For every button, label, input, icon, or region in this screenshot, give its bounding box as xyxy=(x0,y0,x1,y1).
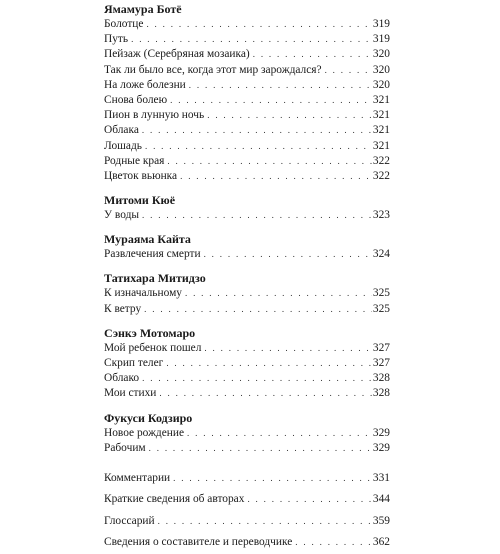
dot-leader xyxy=(170,93,372,108)
toc-entry[interactable] xyxy=(104,208,390,223)
dot-leader xyxy=(325,63,372,78)
toc-section xyxy=(104,411,390,456)
toc-entry[interactable] xyxy=(104,441,390,456)
toc-entry[interactable] xyxy=(104,489,390,511)
toc-entry[interactable] xyxy=(104,78,390,93)
page-number: 320 xyxy=(372,63,390,76)
entry-title: Глоссарий xyxy=(104,514,155,527)
page-number: 322 xyxy=(372,169,390,182)
entry-title: К ветру xyxy=(104,302,142,315)
dot-leader xyxy=(207,108,372,123)
toc-entry[interactable] xyxy=(104,93,390,108)
entry-title: К изначальному xyxy=(104,287,182,300)
dot-leader xyxy=(149,441,372,456)
page-number: 324 xyxy=(372,248,390,261)
dot-leader xyxy=(159,386,372,401)
page-number: 359 xyxy=(372,514,390,527)
entry-title: Облако xyxy=(104,372,140,385)
entry-title: Родные края xyxy=(104,154,165,167)
author-heading: Фукуси Кодзиро xyxy=(104,410,193,425)
toc-entry[interactable] xyxy=(104,139,390,154)
dot-leader xyxy=(247,489,371,511)
toc-section xyxy=(104,232,390,262)
toc-entry[interactable] xyxy=(104,63,390,78)
entry-title: Болотце xyxy=(104,18,144,30)
entry-title: Облака xyxy=(104,124,139,137)
toc-entry[interactable] xyxy=(104,286,390,301)
page-number: 321 xyxy=(372,139,390,152)
dot-leader xyxy=(295,532,372,554)
dot-leader xyxy=(158,511,372,533)
dot-leader xyxy=(142,371,372,386)
page-number: 331 xyxy=(372,471,390,484)
entry-title: Развлечения смерти xyxy=(104,248,201,261)
toc-entry[interactable] xyxy=(104,108,390,123)
toc-entry[interactable] xyxy=(104,371,390,386)
page-number: 322 xyxy=(372,154,390,167)
page-number: 319 xyxy=(372,18,390,30)
entry-title: Скрип телег xyxy=(104,357,164,369)
page-number: 320 xyxy=(372,48,390,61)
toc-entry[interactable] xyxy=(104,32,390,47)
entry-title: Мои стихи xyxy=(104,387,157,400)
toc-entry[interactable] xyxy=(104,123,390,138)
toc-entry[interactable] xyxy=(104,169,390,184)
page-number: 321 xyxy=(372,109,390,122)
dot-leader xyxy=(253,47,372,62)
page-number: 328 xyxy=(372,387,390,400)
toc-entry[interactable] xyxy=(104,247,390,262)
page-number: 320 xyxy=(372,78,390,91)
author-heading: Митоми Кюё xyxy=(104,193,176,208)
dot-leader xyxy=(167,154,372,169)
dot-leader xyxy=(144,302,372,317)
author-heading: Ямамура Ботё xyxy=(104,2,182,16)
author-heading: Мураяма Кайта xyxy=(104,232,191,247)
page-number: 325 xyxy=(372,302,390,315)
entry-title: Цветок вьюнка xyxy=(104,169,178,182)
dot-leader xyxy=(204,247,372,262)
page-number: 323 xyxy=(372,209,390,222)
entry-title: Снова болею xyxy=(104,93,168,106)
dot-leader xyxy=(145,139,372,154)
dot-leader xyxy=(142,208,372,223)
toc-entry[interactable] xyxy=(104,356,390,371)
toc-entry[interactable] xyxy=(104,468,390,490)
entry-title: Так ли было все, когда этот мир зарождался? xyxy=(104,63,322,76)
dot-leader xyxy=(131,32,372,47)
dot-leader xyxy=(185,286,372,301)
page-number: 327 xyxy=(372,357,390,369)
entry-title: Пейзаж (Серебряная мозаика) xyxy=(104,48,250,61)
page-number: 319 xyxy=(372,33,390,46)
page-number: 328 xyxy=(372,372,390,385)
dot-leader xyxy=(166,356,372,371)
entry-title: Сведения о составителе и переводчике xyxy=(104,536,293,549)
dot-leader xyxy=(187,426,372,441)
toc-entry[interactable] xyxy=(104,47,390,62)
entry-title: Мой ребенок пошел xyxy=(104,341,202,354)
page-number: 321 xyxy=(372,124,390,137)
toc-entry[interactable] xyxy=(104,426,390,441)
toc-entry[interactable] xyxy=(104,154,390,169)
page-number: 329 xyxy=(372,426,390,439)
entry-title: У воды xyxy=(104,209,140,222)
dot-leader xyxy=(189,78,372,93)
dot-leader xyxy=(146,17,371,32)
toc-entry[interactable] xyxy=(104,511,390,533)
entry-title: Краткие сведения об авторах xyxy=(104,493,245,506)
dot-leader xyxy=(204,341,371,356)
author-heading: Татихара Митидзо xyxy=(104,271,206,286)
toc-section xyxy=(104,326,390,402)
entry-title: Лошадь xyxy=(104,139,142,152)
entry-title: На ложе болезни xyxy=(104,78,186,91)
toc-entry[interactable] xyxy=(104,341,390,356)
toc-entry[interactable] xyxy=(104,386,390,401)
toc-entry[interactable] xyxy=(104,17,390,32)
entry-title: Комментарии xyxy=(104,471,171,484)
toc-section xyxy=(104,271,390,316)
toc-entry[interactable] xyxy=(104,302,390,317)
entry-title: Рабочим xyxy=(104,441,146,454)
page-number: 327 xyxy=(372,341,390,354)
entry-title: Путь xyxy=(104,33,129,46)
page-number: 321 xyxy=(372,93,390,106)
entry-title: Новое рождение xyxy=(104,426,185,439)
toc-entry[interactable] xyxy=(104,532,390,554)
page-number: 362 xyxy=(372,536,390,549)
dot-leader xyxy=(180,169,372,184)
toc-appendix xyxy=(104,468,390,554)
author-heading: Сэнкэ Мотомаро xyxy=(104,325,196,340)
table-of-contents xyxy=(104,0,390,554)
page-number: 325 xyxy=(372,287,390,300)
dot-leader xyxy=(173,468,372,490)
entry-title: Пион в лунную ночь xyxy=(104,109,205,122)
page-number: 344 xyxy=(372,493,390,506)
toc-section xyxy=(104,2,390,184)
toc-section xyxy=(104,193,390,223)
dot-leader xyxy=(142,123,372,138)
page-number: 329 xyxy=(372,441,390,454)
